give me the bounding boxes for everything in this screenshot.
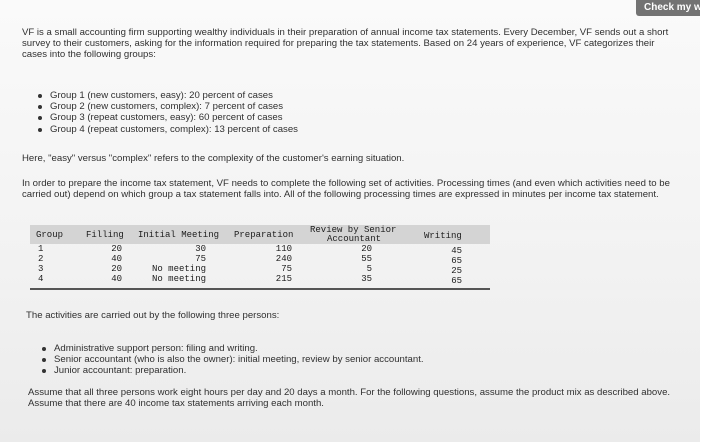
cell-initial-meeting: No meeting [151,264,206,274]
persons-list [42,343,424,377]
group-item: Group 3 (repeat customers, easy): 60 percent of cases [38,112,298,123]
cell-writing: 45 [451,246,462,256]
cell-initial-meeting: 30 [195,244,206,254]
cell-filling: 20 [111,264,122,274]
processing-times-table [30,225,490,291]
cell-initial-meeting: No meeting [151,274,206,284]
cell-group: 4 [38,274,44,284]
cell-review: 20 [361,244,372,254]
col-header-review: Review by Senior [310,225,397,235]
cell-filling: 40 [111,254,122,264]
cell-initial-meeting: 75 [195,254,206,264]
cell-review: 5 [366,264,372,274]
groups-list [38,90,298,135]
col-header-writing: Writing [424,231,462,241]
col-header-group: Group [36,230,64,240]
group-item: Group 4 (repeat customers, complex): 13 percent of cases [38,124,298,135]
cell-writing: 65 [451,256,462,266]
cell-review: 35 [361,274,372,284]
cell-filling: 40 [111,274,122,284]
cell-group: 1 [38,244,44,254]
person-item: Administrative support person: filing and writing. [42,343,424,354]
table-bottom-rule [30,288,490,290]
col-header-initial-meeting: Initial Meeting [138,230,220,240]
check-my-work-button[interactable]: Check my wo [636,0,700,16]
cell-preparation: 110 [275,244,292,254]
cell-group: 2 [38,254,44,264]
intro-paragraph: VF is a small accounting firm supporting wealthy individuals in their preparation of annual income tax statements. Every December, VF sends out a short survey to their customers, asking for the information required for preparing the tax statements. Based on 24 years of experience, VF categorizes their cases into the following groups: [22,27,669,61]
cell-group: 3 [38,264,44,274]
cell-filling: 20 [111,244,122,254]
processing-paragraph: In order to prepare the income tax statement, VF needs to complete the following set of activities. Processing times (and even which activities need to be carried out) depend on which group a tax statement falls into. All of the following processing times are expressed in minutes per income tax statement. [22,178,670,201]
cell-review: 55 [361,254,372,264]
cell-writing: 65 [451,276,462,286]
cell-writing: 25 [451,266,462,276]
col-header-preparation: Preparation [234,230,294,240]
cell-preparation: 215 [275,274,292,284]
persons-intro: The activities are carried out by the following three persons: [26,310,280,321]
cell-preparation: 75 [281,264,292,274]
group-item: Group 2 (new customers, complex): 7 percent of cases [38,101,298,112]
group-item: Group 1 (new customers, easy): 20 percent of cases [38,90,298,101]
person-item: Senior accountant (who is also the owner): initial meeting, review by senior accountant. [42,354,424,365]
assumptions-paragraph: Assume that all three persons work eight hours per day and 20 days a month. For the following questions, assume the product mix as described above. Assume that there are 40 income tax statements arriving each month. [28,387,671,410]
easy-complex-note: Here, "easy" versus "complex" refers to the complexity of the customer's earning situation. [22,153,405,164]
person-item: Junior accountant: preparation. [42,365,424,376]
col-header-review-line2: Accountant [327,234,382,244]
cell-preparation: 240 [275,254,292,264]
col-header-filling: Filling [86,230,124,240]
